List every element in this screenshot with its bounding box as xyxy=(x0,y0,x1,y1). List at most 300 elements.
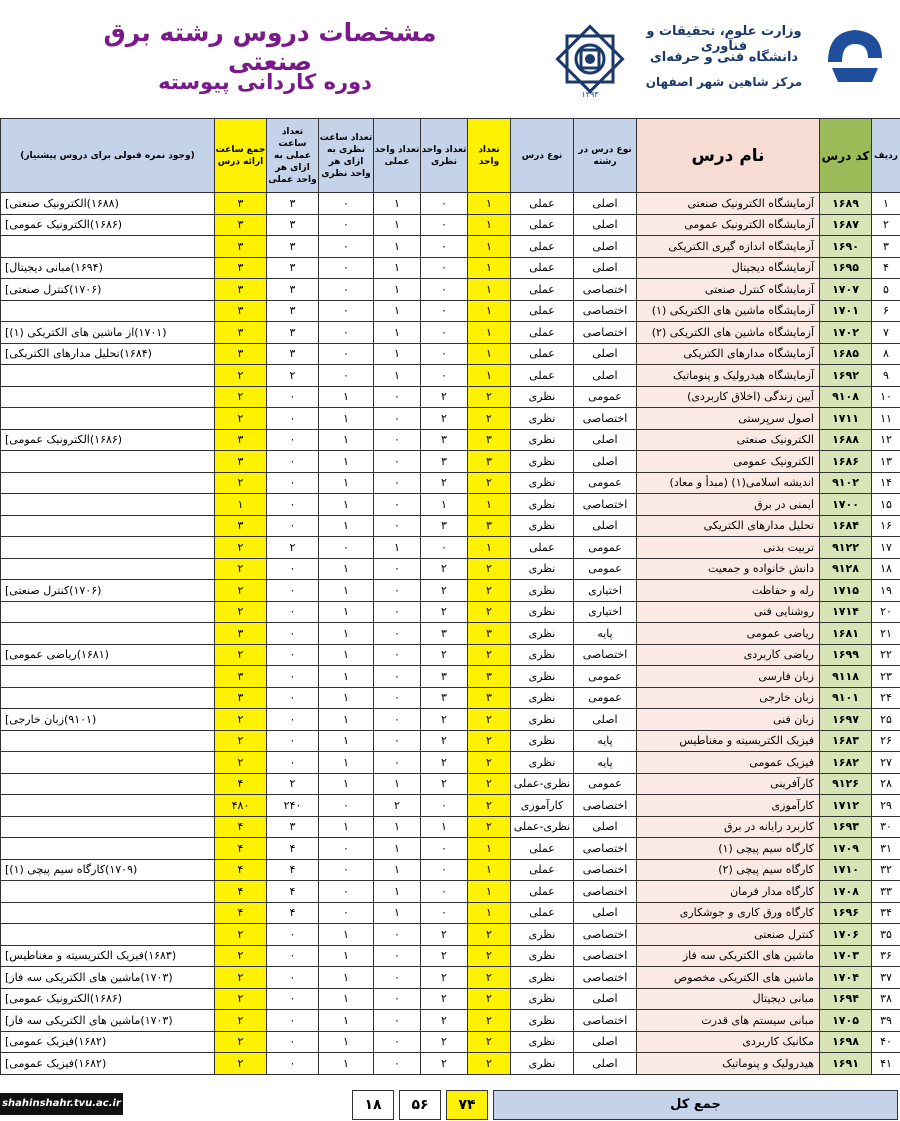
cell-prerequisite: (۱۶۸۲)فیزیک عمومی] xyxy=(1,1053,215,1075)
cell-prerequisite: (۱۶۸۳)فیزیک الکتریسیته و مغناطیس] xyxy=(1,945,215,967)
cell-field-type: اصلی xyxy=(574,214,637,236)
table-row xyxy=(1,300,900,322)
cell-row-number: ۴ xyxy=(872,257,900,279)
university-logo-icon xyxy=(822,22,888,88)
table-row xyxy=(1,1010,900,1032)
cell-units: ۲ xyxy=(468,773,511,795)
cell-course-code: ۹۱۲۸ xyxy=(820,558,872,580)
cell-course-name: ایمنی در برق xyxy=(637,494,820,516)
cell-course-name: الکترونیک عمومی xyxy=(637,451,820,473)
cell-row-number: ۱۶ xyxy=(872,515,900,537)
cell-theory-units: ۰ xyxy=(421,257,468,279)
cell-practical-hours: ۲ xyxy=(267,773,319,795)
cell-practical-hours: ۰ xyxy=(267,386,319,408)
cell-practical-hours: ۳ xyxy=(267,816,319,838)
table-row xyxy=(1,257,900,279)
cell-row-number: ۳۳ xyxy=(872,881,900,903)
cell-theory-units: ۲ xyxy=(421,1053,468,1075)
cell-course-code: ۱۷۱۱ xyxy=(820,408,872,430)
header-course-name: نام درس xyxy=(637,119,820,193)
cell-practical-hours: ۰ xyxy=(267,1053,319,1075)
cell-units: ۳ xyxy=(468,429,511,451)
cell-practical-units: ۱ xyxy=(374,322,421,344)
cell-row-number: ۲۵ xyxy=(872,709,900,731)
cell-prerequisite xyxy=(1,451,215,473)
cell-practical-units: ۰ xyxy=(374,429,421,451)
cell-course-name: ریاضی عمومی xyxy=(637,623,820,645)
cell-practical-units: ۱ xyxy=(374,365,421,387)
cell-field-type: اختصاصی xyxy=(574,795,637,817)
cell-course-code: ۱۶۹۱ xyxy=(820,1053,872,1075)
cell-total-hours: ۲ xyxy=(215,558,267,580)
cell-units: ۱ xyxy=(468,322,511,344)
cell-theory-hours: ۱ xyxy=(319,709,374,731)
cell-practical-units: ۰ xyxy=(374,666,421,688)
cell-units: ۲ xyxy=(468,924,511,946)
table-row xyxy=(1,236,900,258)
cell-row-number: ۲۱ xyxy=(872,623,900,645)
table-row xyxy=(1,365,900,387)
cell-prerequisite xyxy=(1,601,215,623)
cell-course-name: آزمایشگاه مدارهای الکتریکی xyxy=(637,343,820,365)
cell-field-type: اختصاصی xyxy=(574,881,637,903)
cell-row-number: ۳۱ xyxy=(872,838,900,860)
cell-course-type: نظری xyxy=(511,408,574,430)
cell-theory-units: ۲ xyxy=(421,1010,468,1032)
cell-units: ۱ xyxy=(468,859,511,881)
cell-field-type: اختصاصی xyxy=(574,945,637,967)
cell-units: ۲ xyxy=(468,386,511,408)
cell-field-type: اصلی xyxy=(574,236,637,258)
cell-prerequisite: (۱۶۸۶)الکترونیک عمومی] xyxy=(1,214,215,236)
cell-practical-hours: ۰ xyxy=(267,730,319,752)
cell-practical-units: ۰ xyxy=(374,988,421,1010)
cell-theory-units: ۲ xyxy=(421,709,468,731)
table-row xyxy=(1,730,900,752)
cell-total-hours: ۲ xyxy=(215,386,267,408)
cell-row-number: ۳۷ xyxy=(872,967,900,989)
cell-course-code: ۱۷۱۴ xyxy=(820,601,872,623)
cell-practical-hours: ۰ xyxy=(267,472,319,494)
cell-course-name: آزمایشگاه ماشین های الکتریکی (۲) xyxy=(637,322,820,344)
cell-theory-units: ۳ xyxy=(421,666,468,688)
cell-prerequisite xyxy=(1,838,215,860)
cell-course-code: ۱۶۸۱ xyxy=(820,623,872,645)
cell-units: ۲ xyxy=(468,558,511,580)
cell-course-type: نظری xyxy=(511,687,574,709)
cell-practical-units: ۱ xyxy=(374,257,421,279)
cell-field-type: اختصاصی xyxy=(574,1010,637,1032)
cell-course-code: ۱۷۰۰ xyxy=(820,494,872,516)
cell-course-code: ۱۷۰۹ xyxy=(820,838,872,860)
table-row xyxy=(1,773,900,795)
cell-practical-hours: ۰ xyxy=(267,451,319,473)
cell-total-hours: ۲ xyxy=(215,580,267,602)
cell-field-type: عمومی xyxy=(574,558,637,580)
cell-course-code: ۹۱۱۸ xyxy=(820,666,872,688)
cell-theory-hours: ۱ xyxy=(319,773,374,795)
cell-practical-hours: ۰ xyxy=(267,924,319,946)
cell-row-number: ۲۹ xyxy=(872,795,900,817)
cell-course-name: روشنایی فنی xyxy=(637,601,820,623)
cell-course-type: عملی xyxy=(511,300,574,322)
courses-table xyxy=(0,118,900,1075)
cell-theory-hours: ۰ xyxy=(319,881,374,903)
cell-course-type: نظری xyxy=(511,752,574,774)
cell-row-number: ۱۵ xyxy=(872,494,900,516)
cell-row-number: ۱۲ xyxy=(872,429,900,451)
table-row xyxy=(1,193,900,215)
cell-course-name: کارگاه سیم پیچی (۱) xyxy=(637,838,820,860)
cell-prerequisite xyxy=(1,902,215,924)
table-row xyxy=(1,408,900,430)
cell-course-code: ۱۶۹۰ xyxy=(820,236,872,258)
cell-practical-hours: ۴ xyxy=(267,881,319,903)
cell-field-type: اختصاصی xyxy=(574,967,637,989)
table-header-row xyxy=(1,119,900,193)
cell-theory-hours: ۰ xyxy=(319,300,374,322)
cell-practical-units: ۰ xyxy=(374,472,421,494)
cell-course-name: تربیت بدنی xyxy=(637,537,820,559)
cell-practical-hours: ۰ xyxy=(267,580,319,602)
cell-total-hours: ۳ xyxy=(215,257,267,279)
cell-total-hours: ۲ xyxy=(215,472,267,494)
cell-practical-hours: ۰ xyxy=(267,988,319,1010)
cell-theory-hours: ۱ xyxy=(319,687,374,709)
cell-row-number: ۲۴ xyxy=(872,687,900,709)
cell-practical-hours: ۴ xyxy=(267,902,319,924)
cell-practical-units: ۰ xyxy=(374,1031,421,1053)
cell-total-hours: ۲ xyxy=(215,1053,267,1075)
cell-theory-units: ۳ xyxy=(421,687,468,709)
cell-units: ۲ xyxy=(468,945,511,967)
cell-course-name: کاربرد رایانه در برق xyxy=(637,816,820,838)
cell-prerequisite: (۹۱۰۱)زبان خارجی] xyxy=(1,709,215,731)
cell-total-hours: ۲ xyxy=(215,967,267,989)
cell-course-code: ۱۶۹۴ xyxy=(820,988,872,1010)
cell-practical-hours: ۰ xyxy=(267,666,319,688)
cell-row-number: ۱۴ xyxy=(872,472,900,494)
cell-total-hours: ۴ xyxy=(215,773,267,795)
cell-practical-units: ۱ xyxy=(374,343,421,365)
cell-course-name: کنترل صنعتی xyxy=(637,924,820,946)
cell-row-number: ۱۳ xyxy=(872,451,900,473)
cell-total-hours: ۳ xyxy=(215,623,267,645)
cell-row-number: ۳۰ xyxy=(872,816,900,838)
cell-total-hours: ۴ xyxy=(215,816,267,838)
cell-theory-hours: ۱ xyxy=(319,816,374,838)
cell-field-type: اختصاصی xyxy=(574,408,637,430)
cell-row-number: ۱۹ xyxy=(872,580,900,602)
cell-prerequisite: (۱۶۹۴)مبانی دیجیتال] xyxy=(1,257,215,279)
cell-theory-hours: ۱ xyxy=(319,515,374,537)
table-row xyxy=(1,494,900,516)
cell-course-type: نظری xyxy=(511,709,574,731)
cell-prerequisite: (۱۷۰۹)کارگاه سیم پیچی (۱)] xyxy=(1,859,215,881)
header-course-code: کد درس xyxy=(820,119,872,193)
cell-prerequisite xyxy=(1,795,215,817)
cell-prerequisite xyxy=(1,881,215,903)
cell-course-code: ۱۷۱۲ xyxy=(820,795,872,817)
cell-total-hours: ۳ xyxy=(215,300,267,322)
cell-practical-units: ۰ xyxy=(374,386,421,408)
table-row xyxy=(1,881,900,903)
cell-prerequisite xyxy=(1,666,215,688)
cell-units: ۳ xyxy=(468,515,511,537)
cell-theory-units: ۰ xyxy=(421,300,468,322)
cell-practical-hours: ۲۴۰ xyxy=(267,795,319,817)
cell-theory-units: ۰ xyxy=(421,322,468,344)
cell-row-number: ۳۹ xyxy=(872,1010,900,1032)
cell-row-number: ۱ xyxy=(872,193,900,215)
cell-theory-units: ۲ xyxy=(421,558,468,580)
cell-course-code: ۹۱۲۲ xyxy=(820,537,872,559)
cell-prerequisite: (۱۷۰۳)ماشین های الکتریکی سه فاز] xyxy=(1,967,215,989)
cell-row-number: ۳۴ xyxy=(872,902,900,924)
cell-course-type: عملی xyxy=(511,214,574,236)
cell-units: ۳ xyxy=(468,687,511,709)
cell-field-type: اصلی xyxy=(574,429,637,451)
table-row xyxy=(1,558,900,580)
header-field-type: نوع درس در رشته xyxy=(574,119,637,193)
cell-row-number: ۲۳ xyxy=(872,666,900,688)
university-seal-icon xyxy=(553,22,627,96)
table-row xyxy=(1,429,900,451)
cell-total-hours: ۲ xyxy=(215,730,267,752)
cell-theory-units: ۲ xyxy=(421,601,468,623)
cell-theory-units: ۲ xyxy=(421,924,468,946)
cell-practical-units: ۰ xyxy=(374,601,421,623)
cell-practical-hours: ۰ xyxy=(267,601,319,623)
cell-course-type: نظری xyxy=(511,988,574,1010)
cell-course-code: ۱۶۹۹ xyxy=(820,644,872,666)
cell-practical-hours: ۳ xyxy=(267,193,319,215)
cell-course-code: ۱۷۰۷ xyxy=(820,279,872,301)
cell-course-name: اصول سرپرستی xyxy=(637,408,820,430)
cell-practical-hours: ۰ xyxy=(267,494,319,516)
cell-prerequisite xyxy=(1,558,215,580)
cell-course-type: نظری xyxy=(511,558,574,580)
cell-theory-units: ۲ xyxy=(421,730,468,752)
cell-theory-hours: ۱ xyxy=(319,1031,374,1053)
header-practical-units: تعداد واحد عملی xyxy=(374,119,421,193)
cell-units: ۲ xyxy=(468,1031,511,1053)
cell-theory-hours: ۱ xyxy=(319,623,374,645)
cell-row-number: ۱۸ xyxy=(872,558,900,580)
cell-practical-hours: ۲ xyxy=(267,537,319,559)
cell-row-number: ۳۲ xyxy=(872,859,900,881)
cell-practical-hours: ۰ xyxy=(267,709,319,731)
cell-course-name: فیزیک عمومی xyxy=(637,752,820,774)
cell-course-name: هیدرولیک و پنوماتیک xyxy=(637,1053,820,1075)
cell-prerequisite xyxy=(1,408,215,430)
cell-theory-units: ۰ xyxy=(421,365,468,387)
cell-field-type: اصلی xyxy=(574,257,637,279)
ministry-name: وزارت علوم، تحقیقات و فنآوری xyxy=(646,24,802,54)
cell-practical-hours: ۰ xyxy=(267,429,319,451)
cell-course-type: نظری xyxy=(511,967,574,989)
cell-course-type: عملی xyxy=(511,343,574,365)
cell-theory-units: ۲ xyxy=(421,773,468,795)
cell-theory-units: ۲ xyxy=(421,1031,468,1053)
cell-course-code: ۱۶۹۳ xyxy=(820,816,872,838)
cell-row-number: ۳۸ xyxy=(872,988,900,1010)
cell-theory-units: ۳ xyxy=(421,451,468,473)
table-row xyxy=(1,709,900,731)
cell-row-number: ۶ xyxy=(872,300,900,322)
cell-row-number: ۸ xyxy=(872,343,900,365)
table-row xyxy=(1,795,900,817)
cell-practical-units: ۰ xyxy=(374,967,421,989)
table-row xyxy=(1,343,900,365)
cell-units: ۱ xyxy=(468,343,511,365)
cell-row-number: ۴۱ xyxy=(872,1053,900,1075)
cell-units: ۲ xyxy=(468,967,511,989)
cell-field-type: اختیاری xyxy=(574,601,637,623)
cell-course-name: کارآفرینی xyxy=(637,773,820,795)
cell-theory-hours: ۱ xyxy=(319,472,374,494)
cell-practical-hours: ۴ xyxy=(267,859,319,881)
cell-field-type: عمومی xyxy=(574,537,637,559)
cell-course-type: عملی xyxy=(511,537,574,559)
cell-theory-units: ۳ xyxy=(421,429,468,451)
cell-total-hours: ۲ xyxy=(215,945,267,967)
cell-theory-hours: ۱ xyxy=(319,945,374,967)
cell-course-name: ماشین های الکتریکی مخصوص xyxy=(637,967,820,989)
cell-practical-units: ۱ xyxy=(374,902,421,924)
cell-prerequisite xyxy=(1,236,215,258)
cell-theory-units: ۲ xyxy=(421,752,468,774)
cell-units: ۲ xyxy=(468,472,511,494)
cell-course-type: عملی xyxy=(511,236,574,258)
cell-course-type: نظری xyxy=(511,644,574,666)
cell-units: ۲ xyxy=(468,1053,511,1075)
cell-course-type: نظری xyxy=(511,623,574,645)
cell-theory-units: ۰ xyxy=(421,838,468,860)
table-row xyxy=(1,859,900,881)
cell-practical-units: ۰ xyxy=(374,752,421,774)
cell-course-code: ۱۶۸۸ xyxy=(820,429,872,451)
cell-practical-units: ۰ xyxy=(374,623,421,645)
cell-units: ۲ xyxy=(468,580,511,602)
cell-units: ۱ xyxy=(468,838,511,860)
cell-total-hours: ۴ xyxy=(215,859,267,881)
cell-course-type: نظری xyxy=(511,429,574,451)
cell-total-hours: ۲ xyxy=(215,1031,267,1053)
cell-practical-units: ۱ xyxy=(374,236,421,258)
cell-course-name: آزمایشگاه ماشین های الکتریکی (۱) xyxy=(637,300,820,322)
cell-theory-units: ۰ xyxy=(421,193,468,215)
cell-practical-hours: ۰ xyxy=(267,1010,319,1032)
cell-theory-hours: ۱ xyxy=(319,666,374,688)
cell-prerequisite: (۱۷۰۶)کنترل صنعتی] xyxy=(1,279,215,301)
cell-prerequisite: (۱۷۰۱)از ماشین های الکتریکی (۱)] xyxy=(1,322,215,344)
cell-units: ۲ xyxy=(468,730,511,752)
cell-practical-units: ۰ xyxy=(374,709,421,731)
cell-row-number: ۲ xyxy=(872,214,900,236)
cell-field-type: اصلی xyxy=(574,1031,637,1053)
cell-units: ۲ xyxy=(468,644,511,666)
cell-course-type: عملی xyxy=(511,859,574,881)
cell-practical-units: ۱ xyxy=(374,537,421,559)
cell-field-type: اصلی xyxy=(574,451,637,473)
cell-course-code: ۱۶۹۷ xyxy=(820,709,872,731)
cell-total-hours: ۳ xyxy=(215,515,267,537)
cell-course-code: ۹۱۰۱ xyxy=(820,687,872,709)
table-row xyxy=(1,924,900,946)
cell-row-number: ۲۸ xyxy=(872,773,900,795)
cell-course-type: عملی xyxy=(511,279,574,301)
cell-course-code: ۱۷۰۳ xyxy=(820,945,872,967)
table-row xyxy=(1,816,900,838)
cell-theory-units: ۲ xyxy=(421,945,468,967)
cell-theory-hours: ۱ xyxy=(319,730,374,752)
cell-course-type: نظری xyxy=(511,1053,574,1075)
cell-practical-hours: ۰ xyxy=(267,408,319,430)
cell-practical-units: ۰ xyxy=(374,644,421,666)
cell-row-number: ۲۰ xyxy=(872,601,900,623)
cell-course-code: ۱۷۰۸ xyxy=(820,881,872,903)
cell-field-type: اختصاصی xyxy=(574,838,637,860)
cell-units: ۱ xyxy=(468,494,511,516)
cell-theory-units: ۲ xyxy=(421,386,468,408)
cell-total-hours: ۳ xyxy=(215,322,267,344)
table-row xyxy=(1,687,900,709)
cell-course-code: ۱۷۰۵ xyxy=(820,1010,872,1032)
cell-total-hours: ۲ xyxy=(215,709,267,731)
cell-practical-hours: ۰ xyxy=(267,687,319,709)
cell-course-code: ۱۶۹۶ xyxy=(820,902,872,924)
cell-field-type: عمومی xyxy=(574,472,637,494)
cell-total-hours: ۳ xyxy=(215,666,267,688)
cell-total-hours: ۲ xyxy=(215,924,267,946)
cell-row-number: ۹ xyxy=(872,365,900,387)
cell-theory-hours: ۰ xyxy=(319,859,374,881)
center-name: مرکز شاهین شهر اصفهان xyxy=(645,75,803,89)
table-row xyxy=(1,1053,900,1075)
cell-row-number: ۴۰ xyxy=(872,1031,900,1053)
table-row xyxy=(1,601,900,623)
cell-practical-hours: ۴ xyxy=(267,838,319,860)
cell-course-code: ۱۶۸۹ xyxy=(820,193,872,215)
cell-course-code: ۱۶۹۵ xyxy=(820,257,872,279)
cell-theory-hours: ۱ xyxy=(319,752,374,774)
cell-practical-units: ۱ xyxy=(374,881,421,903)
table-row xyxy=(1,838,900,860)
cell-course-type: عملی xyxy=(511,193,574,215)
cell-course-code: ۱۷۱۵ xyxy=(820,580,872,602)
cell-course-code: ۱۶۸۶ xyxy=(820,451,872,473)
cell-course-code: ۱۶۸۷ xyxy=(820,214,872,236)
total-theory-units: ۵۶ xyxy=(399,1090,441,1120)
cell-practical-units: ۰ xyxy=(374,451,421,473)
cell-course-type: نظری xyxy=(511,494,574,516)
cell-theory-hours: ۱ xyxy=(319,924,374,946)
cell-theory-units: ۳ xyxy=(421,623,468,645)
cell-field-type: اصلی xyxy=(574,193,637,215)
cell-theory-hours: ۰ xyxy=(319,322,374,344)
cell-theory-units: ۲ xyxy=(421,472,468,494)
cell-practical-hours: ۳ xyxy=(267,279,319,301)
cell-course-type: نظری xyxy=(511,924,574,946)
cell-course-name: اندیشه اسلامی(۱) (مبدأ و معاد) xyxy=(637,472,820,494)
cell-units: ۲ xyxy=(468,752,511,774)
cell-theory-units: ۱ xyxy=(421,816,468,838)
cell-practical-hours: ۳ xyxy=(267,214,319,236)
header-total-hours: جمع ساعت ارائه درس xyxy=(215,119,267,193)
cell-theory-hours: ۱ xyxy=(319,558,374,580)
cell-total-hours: ۳ xyxy=(215,214,267,236)
